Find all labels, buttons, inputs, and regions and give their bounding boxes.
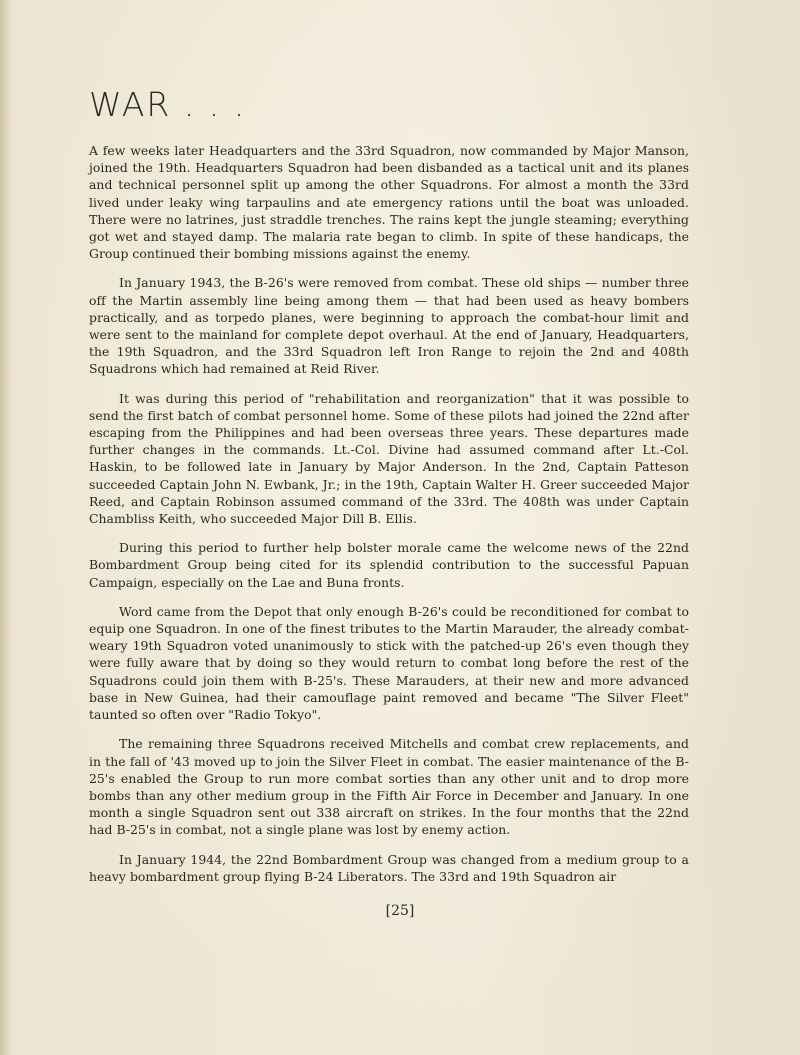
paragraph: In January 1944, the 22nd Bombardment Group was changed from a medium group to a heavy bombardment group flying B-24 Liberators. The 33rd and 19th Squadron air [89, 851, 689, 884]
paragraph: Word came from the Depot that only enough B-26's could be reconditioned for combat to equip one Squadron. In one of the finest tributes to the Martin Marauder, the already combat-weary 19th Squadron voted unanimously to stick with the patched-up 26's even though they were fully aware that by doing so they would return to combat long before the rest of the Squadrons could join them with B-25's. These Marauders, at their new and more advanced base in New Guinea, had their camouflage paint removed and became "The Silver Fleet" taunted so often over "Radio Tokyo". [89, 603, 689, 723]
paragraph: The remaining three Squadrons received Mitchells and combat crew replacements, and in the fall of '43 moved up to join the Silver Fleet in combat. The easier maintenance of the B-25's enabled the Group to run more combat sorties than any other unit and to drop more bombs than any other medium group in the Fifth Air Force in December and January. In one month a single Squadron sent out 338 aircraft on strikes. In the four months that the 22nd had B-25's in combat, not a single plane was lost by enemy action. [89, 736, 689, 838]
paragraph: A few weeks later Headquarters and the 33rd Squadron, now commanded by Major Manson, joined the 19th. Headquarters Squadron had been disbanded as a tactical unit and its planes and technical personnel split up among the other Squadrons. For almost a month the 33rd lived under leaky wing tarpaulins and ate emergency rations until the boat was unloaded. There were no latrines, just straddle trenches. The rains kept the jungle steaming; everything got wet and stayed damp. The malaria rate began to climb. In spite of these handicaps, the Group continued their bombing missions against the enemy. [89, 143, 689, 262]
body-text [89, 142, 689, 897]
page-number: [25] [385, 903, 415, 919]
binding-edge [0, 0, 10, 1055]
paragraph: In January 1943, the B-26's were removed from combat. These old ships — number three off the Martin assembly line being among them — that had been used as heavy bombers practically, and as torpedo planes, were beginning to approach the combat-hour limit and were sent to the mainland for complete depot overhaul. At the end of January, Headquarters, the 19th Squadron, and the 33rd Squadron left Iron Range to rejoin the 2nd and 408th Squadrons which had remained at Reid River. [89, 275, 689, 377]
paragraph: It was during this period of "rehabilitation and reorganization" that it was possible to send the first batch of combat personnel home. Some of these pilots had joined the 22nd after escaping from the Philippines and had been overseas three years. These departures made further changes in the commands. Lt.-Col. Divine had assumed command after Lt.-Col. Haskin, to be followed late in January by Major Anderson. In the 2nd, Captain Patteson succeeded Captain John N. Ewbank, Jr.; in the 19th, Captain Walter H. Greer succeeded Major Reed, and Captain Robinson assumed command of the 33rd. The 408th was under Captain Chambliss Keith, who succeeded Major Dill B. Ellis. [89, 390, 689, 527]
page-heading: WAR . . . [89, 85, 247, 124]
paragraph: During this period to further help bolster morale came the welcome news of the 22nd Bombardment Group being cited for its splendid contribution to the successful Papuan Campaign, especially on the Lae and Buna fronts. [89, 540, 689, 590]
